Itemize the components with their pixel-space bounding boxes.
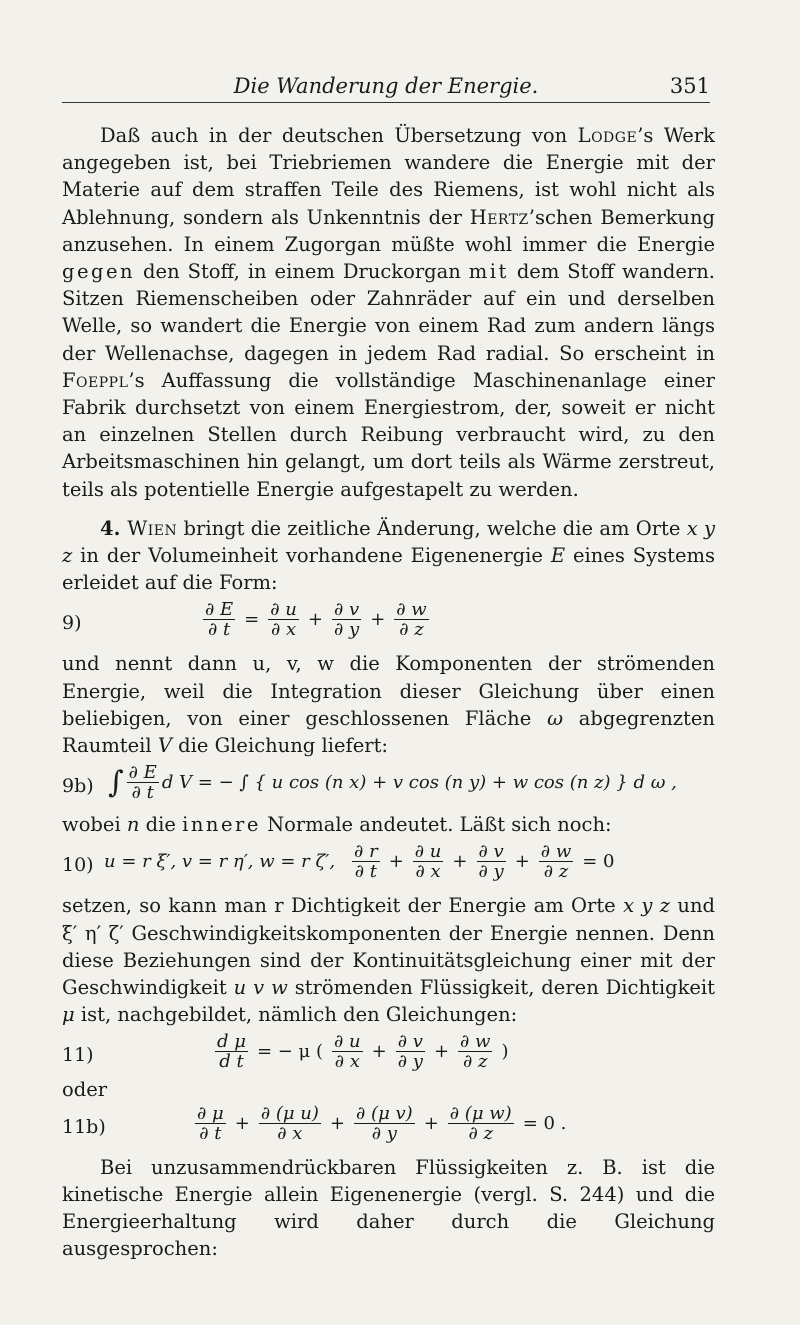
paragraph-2: 4. Wien bringt die zeitliche Änderung, welche die am Orte x y z in der Volumeinheit vorhandene Eigenenergie E eines Systems erleidet auf die Form:: [62, 516, 716, 595]
equation-9b: [62, 763, 715, 809]
equation-label: 10): [62, 854, 94, 877]
equation-body: $\frac{\partial \mu}{\partial t}$ + $\frac{\text{∂ (μ u)}}{\partial x}$ + $\frac{\text{∂ (μ v)}}{\partial y}$ + $\frac{\text{∂ (μ w)}}{\partial z}$ = 0 .: [197, 1102, 567, 1144]
equation-label: 9b): [62, 775, 94, 798]
name-foeppl: Foeppl: [62, 368, 129, 392]
name-lodge: Lodge: [577, 124, 638, 147]
header-title: Die Wanderung der Energie.: [233, 74, 539, 98]
equation-label: 9): [62, 612, 82, 635]
word-oder: oder: [62, 1078, 108, 1102]
page-number: 351: [669, 74, 710, 98]
paragraph-3: und nennt dann u, v, w die Komponenten der strömenden Energie, weil die Integration dieser Gleichung über einen beliebigen, von einer geschlossenen Fläche ω abgegrenzten Raumteil V die Gleichung liefert:: [62, 652, 715, 758]
name-hertz: Hertz: [469, 205, 529, 229]
emphasis-gegen: gegen: [62, 260, 136, 284]
paragraph-6: Bei unzusammendrückbaren Flüssigkeiten z. B. ist die kinetische Energie allein Eigenenergie (vergl. S. 244) und die Energieerhaltung wird daher durch die Gleichung ausgesprochen:: [62, 1155, 715, 1261]
emphasis-mit: mit: [468, 260, 509, 284]
equation-11: [62, 1032, 715, 1076]
equation-label: 11): [62, 1044, 94, 1067]
name-wien: Wien: [127, 516, 178, 540]
equation-body: ∫ $\frac{\partial E}{\partial t}$ d V = − ∫ { u cos (n x) + v cos (n y) + w cos (n z) } d ω ,: [108, 762, 677, 804]
equation-label: 11b): [62, 1115, 106, 1138]
paragraph-1: Daß auch in der deutschen Übersetzung von Lodge’s Werk angegeben ist, bei Triebriemen wandere die Energie mit der Materie auf dem straffen Teile des Riemens, ist wohl nicht als Ablehnung, sondern als Unkenntnis der Hertz’schen Bemerkung anzusehen. In einem Zugorgan müßte wohl immer die Energie gegen den Stoff, in einem Druckorgan mit dem Stoff wandern. Sitzen Riemenscheiben oder Zahnräder auf ein und derselben Welle, so wandert die Energie von einem Rad zum andern längs der Wellenachse, dagegen in jedem Rad radial. So erscheint in Foeppl’s Auffassung die vollständige Maschinenanlage einer Fabrik durchsetzt von einem Energiestrom, der, soweit er nicht an einzelnen Stellen durch Reibung verbraucht wird, zu den Arbeitsmaschinen hin gelangt, um dort teils als Wärme zerstreut, teils als potentielle Energie aufgestapelt zu werden.: [62, 124, 716, 501]
equation-body: u = r ξ′, v = r η′, w = r ζ′, $\frac{\partial r}{\partial t}$ + $\frac{\partial u}{\partial x}$ + $\frac{\partial v}{\partial y}$ + $\frac{\partial w}{\partial z}$ = 0: [104, 841, 615, 883]
paragraph-4: wobei n die innere Normale andeutet. Läßt sich noch:: [62, 813, 612, 837]
equation-10: [62, 842, 715, 886]
equation-11b: [62, 1104, 715, 1148]
equation-body: $\frac{\partial E}{\partial t}$ = $\frac{\partial u}{\partial x}$ + $\frac{\partial v}{\partial y}$ + $\frac{\partial w}{\partial z}$: [205, 599, 427, 641]
equation-body: $\frac{\text{d μ}}{\text{d t}}$ = − μ ( $\frac{\partial u}{\partial x}$ + $\frac{\partial v}{\partial y}$ + $\frac{\partial w}{\partial z}$ ): [217, 1031, 509, 1073]
running-header: [62, 72, 710, 103]
equation-9: [62, 600, 715, 644]
paragraph-5: setzen, so kann man r Dichtigkeit der Energie am Orte x y z und ξ′ η′ ζ′ Geschwindigkeitskomponenten der Energie nennen. Denn diese Beziehungen sind der Kontinuitätsgleichung einer mit der Geschwindigkeit u v w strömenden Flüssigkeit, deren Dichtigkeit μ ist, nachgebildet, nämlich den Gleichungen:: [62, 894, 716, 1027]
page-body: [62, 122, 715, 1263]
